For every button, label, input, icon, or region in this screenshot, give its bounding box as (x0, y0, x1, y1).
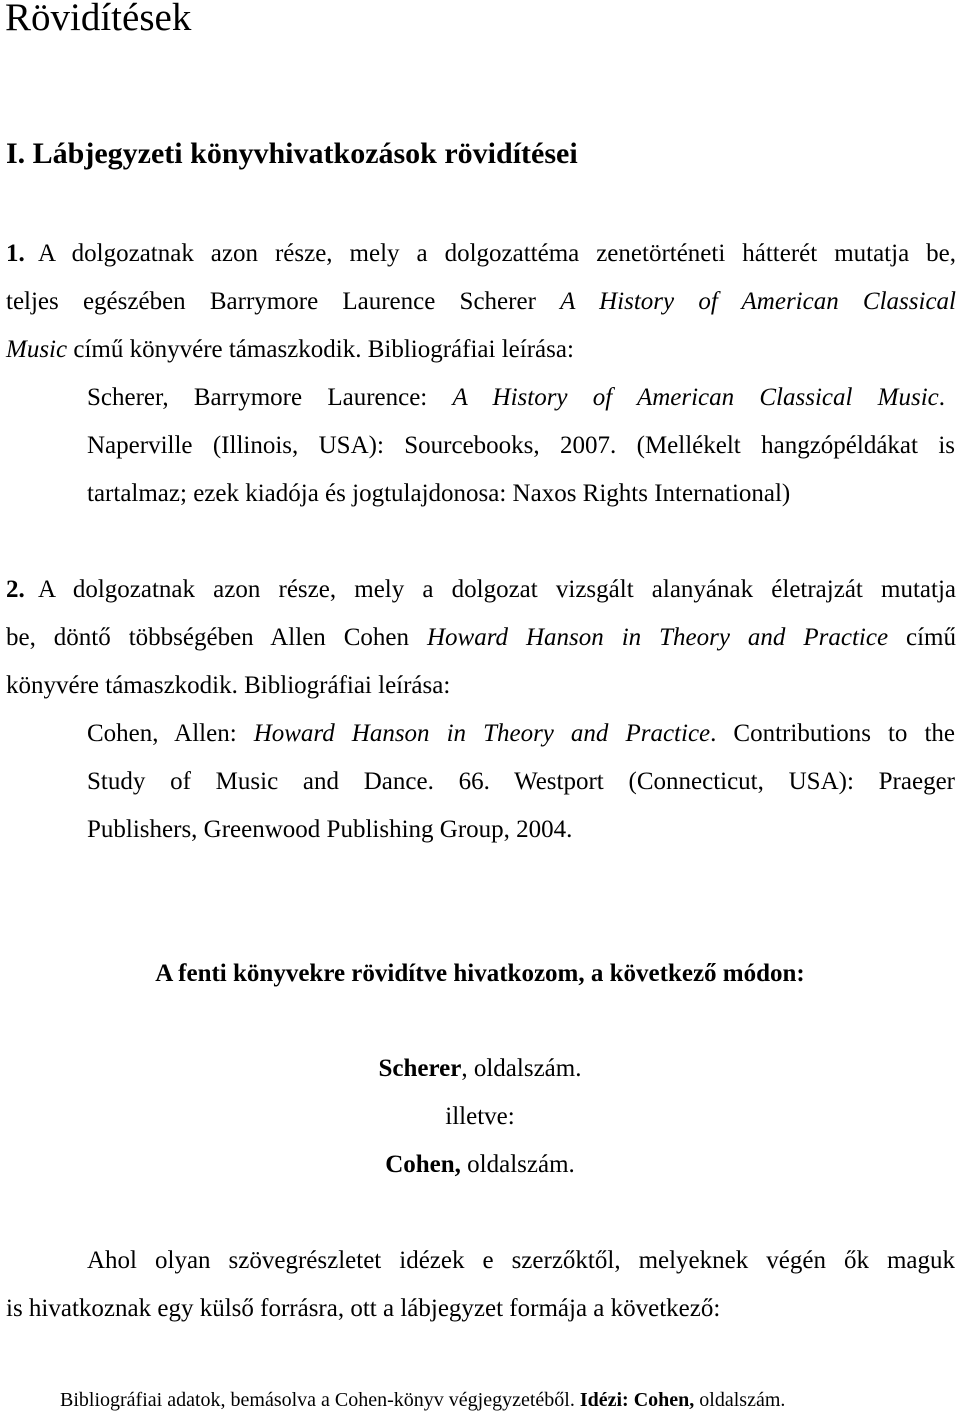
abbreviation-cohen: Cohen, oldalszám. (385, 1151, 575, 1178)
reference-2-line-2: Study of Music and Dance. 66. Westport (Connecticut, USA): Praeger (87, 768, 955, 795)
item-number-2: 2. (6, 576, 25, 603)
page-title: Rövidítések (5, 0, 192, 39)
paragraph-1-line-3: Music című könyvére támaszkodik. Bibliográfiai leírása: (6, 336, 574, 363)
reference-1-line-2: Naperville (Illinois, USA): Sourcebooks, 2007. (Mellékelt hangzópéldákat is (87, 432, 955, 459)
abbreviation-or: illetve: (445, 1103, 515, 1130)
paragraph-3-line-1: Ahol olyan szövegrészletet idézek e szerzőktől, melyeknek végén ők maguk (87, 1247, 955, 1274)
paragraph-2-line-2: be, döntő többségében Allen Cohen Howard Hanson in Theory and Practice című (6, 624, 956, 651)
reference-1-line-3: tartalmaz; ezek kiadója és jogtulajdonosa: Naxos Rights International) (87, 480, 791, 507)
paragraph-2-line-3: könyvére támaszkodik. Bibliográfiai leírása: (6, 672, 451, 699)
paragraph-2-line-1: A dolgozatnak azon része, mely a dolgozat vizsgált alanyának életrajzát mutatja (38, 576, 956, 603)
reference-2-line-3: Publishers, Greenwood Publishing Group, 2004. (87, 816, 573, 843)
section-heading: I. Lábjegyzeti könyvhivatkozások rövidítései (6, 137, 578, 170)
paragraph-3-line-2: is hivatkoznak egy külső forrásra, ott a lábjegyzet formája a következő: (6, 1295, 721, 1322)
footnote-example: Bibliográfiai adatok, bemásolva a Cohen-könyv végjegyzetéből. Idézi: Cohen, oldalszám. (60, 1389, 786, 1411)
paragraph-1-line-2: teljes egészében Barrymore Laurence Scherer A History of American Classical (6, 288, 956, 315)
item-number-1: 1. (6, 240, 25, 267)
abbreviation-heading: A fenti könyvekre rövidítve hivatkozom, a következő módon: (155, 960, 805, 987)
paragraph-1-line-1: A dolgozatnak azon része, mely a dolgozattéma zenetörténeti hátterét mutatja be, (38, 240, 956, 267)
abbreviation-scherer: Scherer, oldalszám. (378, 1055, 582, 1082)
reference-2-line-1: Cohen, Allen: Howard Hanson in Theory and Practice. Contributions to the (87, 720, 955, 747)
reference-1-line-1: Scherer, Barrymore Laurence: A History of American Classical Music. (87, 384, 946, 411)
